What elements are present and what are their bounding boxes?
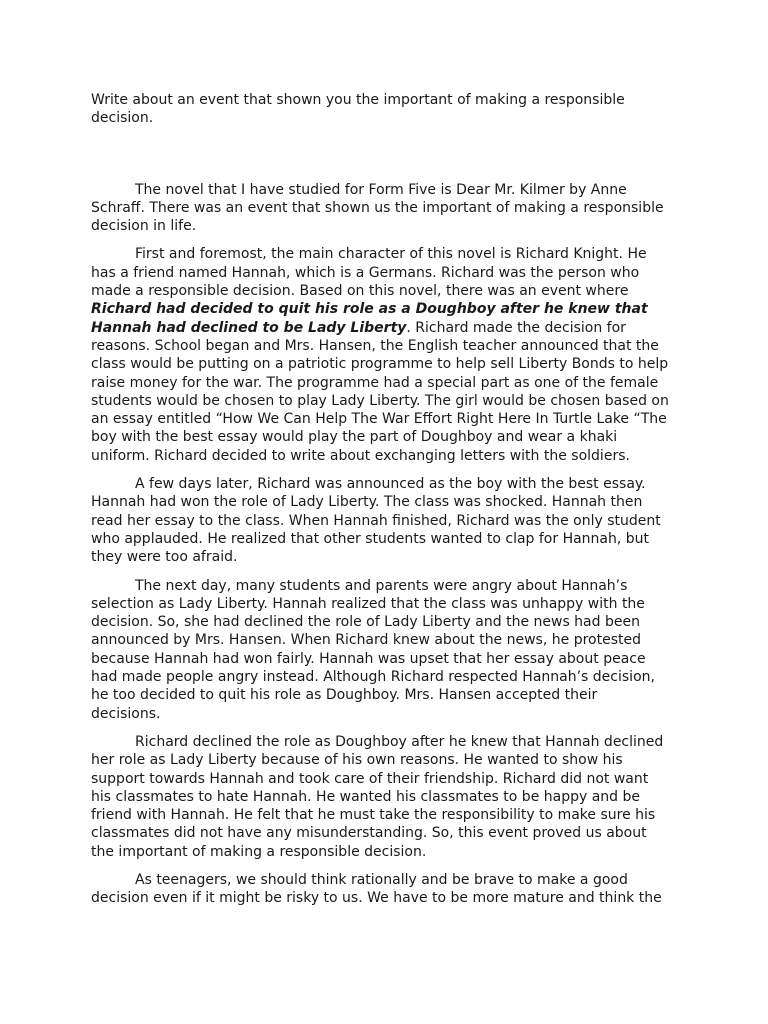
- paragraph-introduction: The novel that I have studied for Form Five is Dear Mr. Kilmer by Anne Schraff. There was an event that shown us the important of making a responsible decision in life.: [91, 181, 664, 235]
- emphasized-event-sentence: Richard had decided to quit his role as a Doughboy after he knew that Hannah had declined to be Lady Liberty: [91, 301, 648, 336]
- essay-body: [91, 91, 671, 918]
- paragraph-next-day: The next day, many students and parents were angry about Hannah’s selection as Lady Liberty. Hannah realized that the class was unhappy with the decision. So, she had declined the role of Lady Liberty and the news had been announced by Mrs. Hansen. When Richard knew about the news, he protested because Hannah had won fairly. Hannah was upset that her essay about peace had made people angry instead. Although Richard respected Hannah’s decision, he too decided to quit his role as Doughboy. Mrs. Hansen accepted their decisions.: [91, 577, 655, 722]
- paragraph-as-teenagers: As teenagers, we should think rationally and be brave to make a good decision even if it might be risky to us. We have to be more mature and think the: [91, 871, 662, 907]
- essay-prompt: Write about an event that shown you the important of making a responsible decision.: [91, 92, 625, 127]
- paragraph-text-after-emphasis: . Richard made the decision for reasons. School began and Mrs. Hansen, the English teacher announced that the class would be putting on a patriotic programme to help sell Liberty Bonds to help raise money for the war. The programme had a special part as one of the female students would be chosen to play Lady Liberty. The girl would be chosen based on an essay entitled “How We Can Help The War Effort Right Here In Turtle Lake “The boy with the best essay would play the part of Doughboy and wear a khaki uniform. Richard decided to write about exchanging letters with the soldiers.: [91, 319, 669, 464]
- paragraph-first-and-foremost: [91, 245, 671, 465]
- paragraph-few-days-later: A few days later, Richard was announced as the boy with the best essay. Hannah had won the role of Lady Liberty. The class was shocked. Hannah then read her essay to the class. When Hannah finished, Richard was the only student who applauded. He realized that other students wanted to clap for Hannah, but they were too afraid.: [91, 476, 661, 566]
- paragraph-richard-declined: Richard declined the role as Doughboy after he knew that Hannah declined her role as Lady Liberty because of his own reasons. He wanted to show his support towards Hannah and took care of their friendship. Richard did not want his classmates to hate Hannah. He wanted his classmates to be happy and be friend with Hannah. He felt that he must take the responsibility to make sure his classmates did not have any misunderstanding. So, this event proved us about the important of making a responsible decision.: [91, 733, 664, 860]
- paragraph-text-before-emphasis: First and foremost, the main character of this novel is Richard Knight. He has a friend named Hannah, which is a Germans. Richard was the person who made a responsible decision. Based on this novel, there was an event where: [91, 246, 647, 300]
